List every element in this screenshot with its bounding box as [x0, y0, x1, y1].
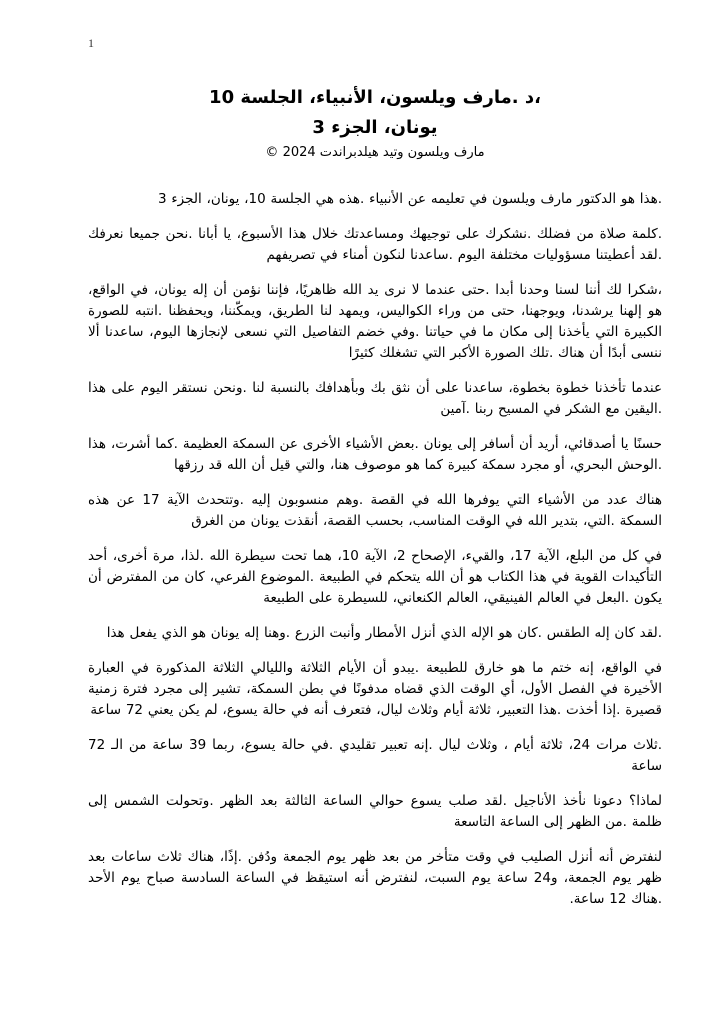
paragraph-11: لماذا؟ دعونا نأخذ الأناجيل .لقد صلب يسوع حوالي الساعة الثالثة بعد الظهر .وتحولت الشمس إلى ظلمة .من الظهر إلى الساعة التاسعة [88, 793, 662, 830]
paragraph-4: عندما تأخذنا خطوة بخطوة، ساعدنا على أن نثق بك وبأهدافك بالنسبة لنا .ونحن نستقر اليوم على هذا .اليقين مع الشكر في المسيح ربنا .آمين [88, 380, 662, 417]
document-title-line-1: ،د .مارف ويلسون، الأنبياء، الجلسة 10 [209, 87, 541, 108]
document-title-line-2: يونان، الجزء 3 [312, 117, 438, 138]
paragraph-5: حسنًا يا أصدقائي، أريد أن أسافر إلى يونان .بعض الأشياء الأخرى عن السمكة العظيمة .كما أشرت، هذا .الوحش البحري، أو مجرد سمكة كبيرة كما هو موصوف هنا، والتي قيل أن الله قد رزقها [88, 436, 662, 473]
paragraph-9: في الواقع، إنه ختم ما هو خارق للطبيعة .يبدو أن الأيام الثلاثة والليالي الثلاثة المذكورة في العبارة الأخيرة في الفصل الأول، أي الوقت الذي قضاه مدفونًا في بطن السمكة، تشير إلى مجرد فترة زمنية قصيرة .إذا أخذت .هذا التعبير، ثلاثة أيام وثلاث ليال، فتعرف أنه في حالة يسوع، لم يكن يعني 72 ساعة [88, 660, 662, 718]
paragraph-8: .لقد كان إله الطقس .كان هو الإله الذي أنزل الأمطار وأنبت الزرع .وهنا إله يونان هو الذي يفعل هذا [106, 625, 662, 641]
paragraph-1: .هذا هو الدكتور مارف ويلسون في تعليمه عن الأنبياء .هذه هي الجلسة 10، يونان، الجزء 3 [157, 191, 662, 207]
paragraph-12: لنفترض أنه أنزل الصليب في وقت متأخر من بعد ظهر يوم الجمعة ودُفن .إذًا، هناك ثلاث ساعات بعد ظهر يوم الجمعة، و24 ساعة يوم السبت، لنفترض أنه استيقظ في الساعة السادسة صباح يوم الأحد .هناك 12 ساعة. [88, 849, 662, 907]
title-block [88, 83, 662, 163]
paragraph-6: هناك عدد من الأشياء التي يوفرها الله في القصة .وهم منسوبون إليه .وتتحدث الآية 17 عن هذه السمكة .التي، بتدير الله في الوقت المناسب، بحسب القصة، أنقذت يونان من الغرق [88, 492, 662, 529]
copyright-line: مارف ويلسون وتيد هيلدبراندت 2024 © [265, 145, 485, 160]
page-number: 1 [88, 36, 94, 50]
document-body [88, 189, 662, 910]
paragraph-10: .ثلاث مرات 24، ثلاثة أيام ، وثلاث ليال .إنه تعبير تقليدي .في حالة يسوع، ربما 39 ساعة من الـ 72 ساعة [88, 737, 662, 774]
paragraph-2: .كلمة صلاة من فضلك .نشكرك على توجيهك ومساعدتك خلال هذا الأسبوع، يا أبانا .نحن جميعا نعرفك .لقد أعطيتنا مسؤوليات مختلفة اليوم .ساعدنا لنكون أمناء في تصريفهم [88, 226, 662, 263]
paragraph-7: في كل من البلع، الآية 17، والقيء، الإصحاح 2، الآية 10، هما تحت سيطرة الله .لذا، مرة أخرى، أحد التأكيدات القوية في هذا الكتاب هو أن الله يتحكم في الطبيعة .الموضوع الفرعي، كان من المفترض أن يكون .البعل في العالم الفينيقي، العالم الكنعاني، للسيطرة على الطبيعة [88, 548, 663, 606]
paragraph-3: ،شكرا لك أننا لسنا وحدنا أبدا .حتى عندما لا نرى يد الله ظاهريًا، فإننا نؤمن أن إله يونان، في الواقع، هو إلهنا يرشدنا، ويوجهنا، حتى من وراء الكواليس، ويمهد لنا الطريق، ويمكّننا، ويحفظنا .انتبه للصورة الكبيرة التي يأخذنا إلى مكان ما في حياتنا .وفي خضم التفاصيل التي نسعى لإنجازها اليوم، ساعدنا ألا ننسى أبدًا أن هناك .تلك الصورة الأكبر التي تشغلك كثيرًا [88, 282, 662, 361]
